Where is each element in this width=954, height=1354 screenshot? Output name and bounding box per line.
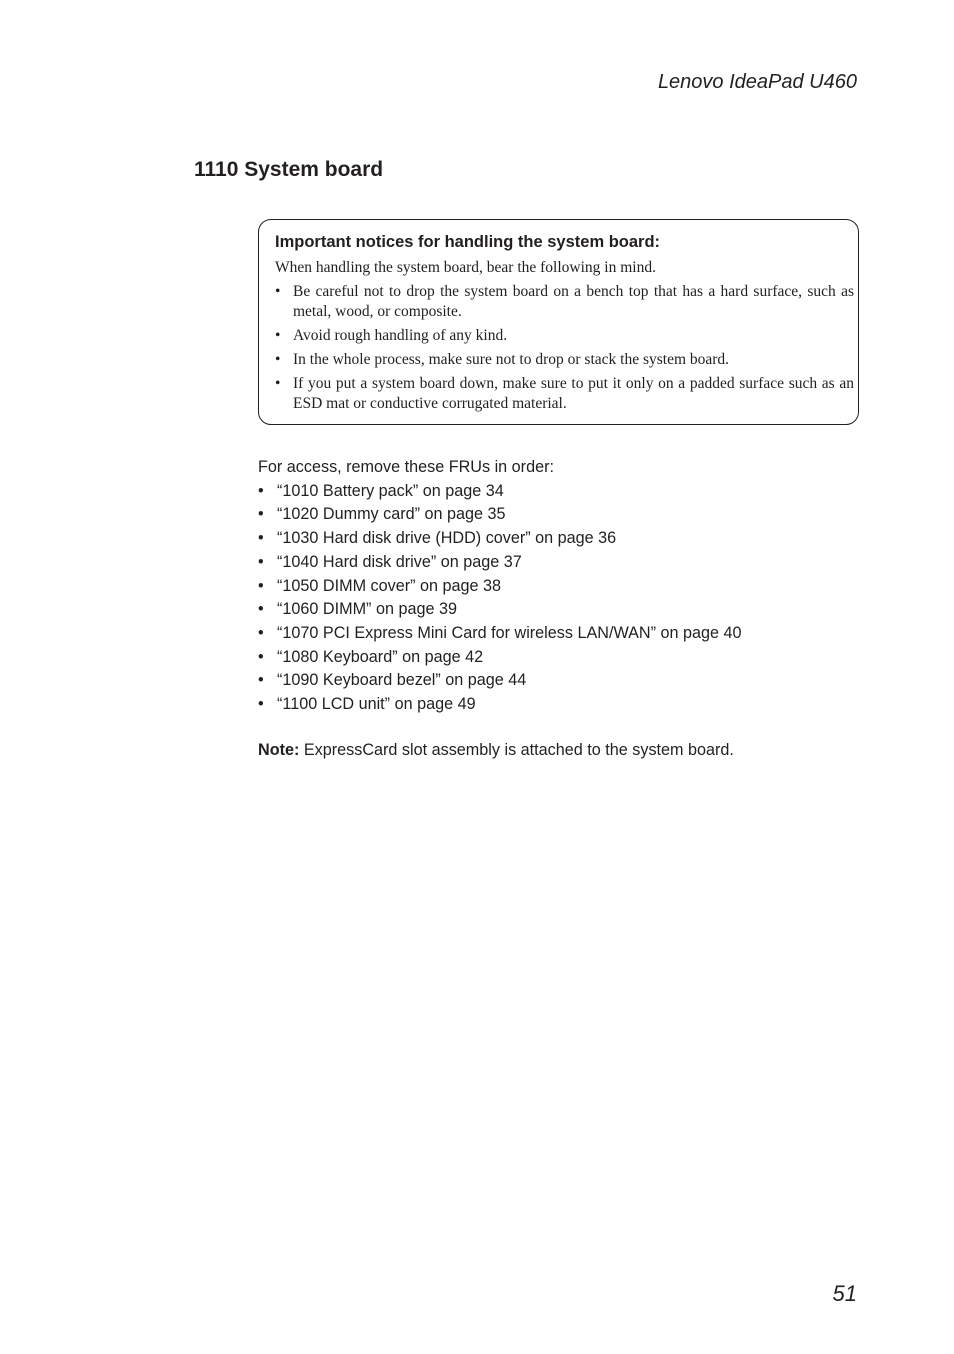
notice-item: [275, 374, 854, 414]
note: [258, 739, 734, 762]
fru-link[interactable]: “1030 Hard disk drive (HDD) cover” on page 36: [277, 529, 617, 548]
bullet-icon: •: [275, 283, 281, 300]
note-text: ExpressCard slot assembly is attached to the system board.: [299, 741, 734, 759]
fru-link[interactable]: “1050 DIMM cover” on page 38: [277, 576, 502, 595]
bullet-icon: •: [258, 529, 264, 548]
bullet-icon: •: [258, 695, 264, 714]
fru-link[interactable]: “1100 LCD unit” on page 49: [277, 695, 476, 714]
important-notice-box: [258, 219, 859, 425]
bullet-icon: •: [258, 552, 264, 571]
fru-list-item[interactable]: [258, 503, 858, 527]
fru-list-item[interactable]: [258, 646, 858, 670]
fru-removal-list: [258, 480, 858, 717]
page-number: 51: [832, 1281, 857, 1306]
note-label: Note:: [258, 741, 300, 759]
fru-link[interactable]: “1060 DIMM” on page 39: [277, 600, 457, 619]
section-title: 1110 System board: [194, 158, 384, 181]
fru-access-block: [258, 456, 858, 717]
fru-list-item[interactable]: [258, 693, 858, 717]
fru-list-item[interactable]: [258, 575, 858, 599]
bullet-icon: •: [275, 375, 281, 392]
bullet-icon: •: [258, 623, 264, 642]
bullet-icon: •: [258, 505, 264, 524]
bullet-icon: •: [258, 647, 264, 666]
fru-link[interactable]: “1080 Keyboard” on page 42: [277, 647, 484, 666]
notice-item: [275, 282, 854, 322]
notice-heading: Important notices for handling the system board:: [275, 233, 661, 251]
notice-intro: When handling the system board, bear the following in mind.: [275, 259, 656, 276]
bullet-icon: •: [275, 327, 281, 344]
notice-item-text: In the whole process, make sure not to drop or stack the system board.: [293, 351, 730, 368]
fru-link[interactable]: “1040 Hard disk drive” on page 37: [277, 552, 522, 571]
notice-item: [275, 326, 854, 346]
access-intro: For access, remove these FRUs in order:: [258, 458, 554, 476]
running-header: Lenovo IdeaPad U460: [657, 71, 857, 93]
notice-list: [275, 282, 854, 414]
fru-list-item[interactable]: [258, 480, 858, 504]
bullet-icon: •: [258, 671, 264, 690]
fru-link[interactable]: “1070 PCI Express Mini Card for wireless LAN/WAN” on page 40: [277, 623, 742, 642]
fru-list-item[interactable]: [258, 527, 858, 551]
bullet-icon: •: [275, 351, 281, 368]
fru-link[interactable]: “1090 Keyboard bezel” on page 44: [277, 671, 527, 690]
bullet-icon: •: [258, 481, 264, 500]
fru-list-item[interactable]: [258, 598, 858, 622]
notice-item: [275, 350, 854, 370]
notice-item-text: Avoid rough handling of any kind.: [293, 327, 508, 344]
bullet-icon: •: [258, 576, 264, 595]
fru-link[interactable]: “1020 Dummy card” on page 35: [277, 505, 506, 524]
fru-list-item[interactable]: [258, 622, 858, 646]
fru-list-item[interactable]: [258, 551, 858, 575]
notice-item-text: If you put a system board down, make sure to put it only on a padded surface such as an ESD mat or conductive corrugated material.: [293, 375, 854, 412]
fru-link[interactable]: “1010 Battery pack” on page 34: [277, 481, 504, 500]
bullet-icon: •: [258, 600, 264, 619]
notice-item-text: Be careful not to drop the system board on a bench top that has a hard surface, such as metal, wood, or composite.: [293, 283, 854, 320]
notice-body: [275, 258, 854, 414]
fru-list-item[interactable]: [258, 669, 858, 693]
